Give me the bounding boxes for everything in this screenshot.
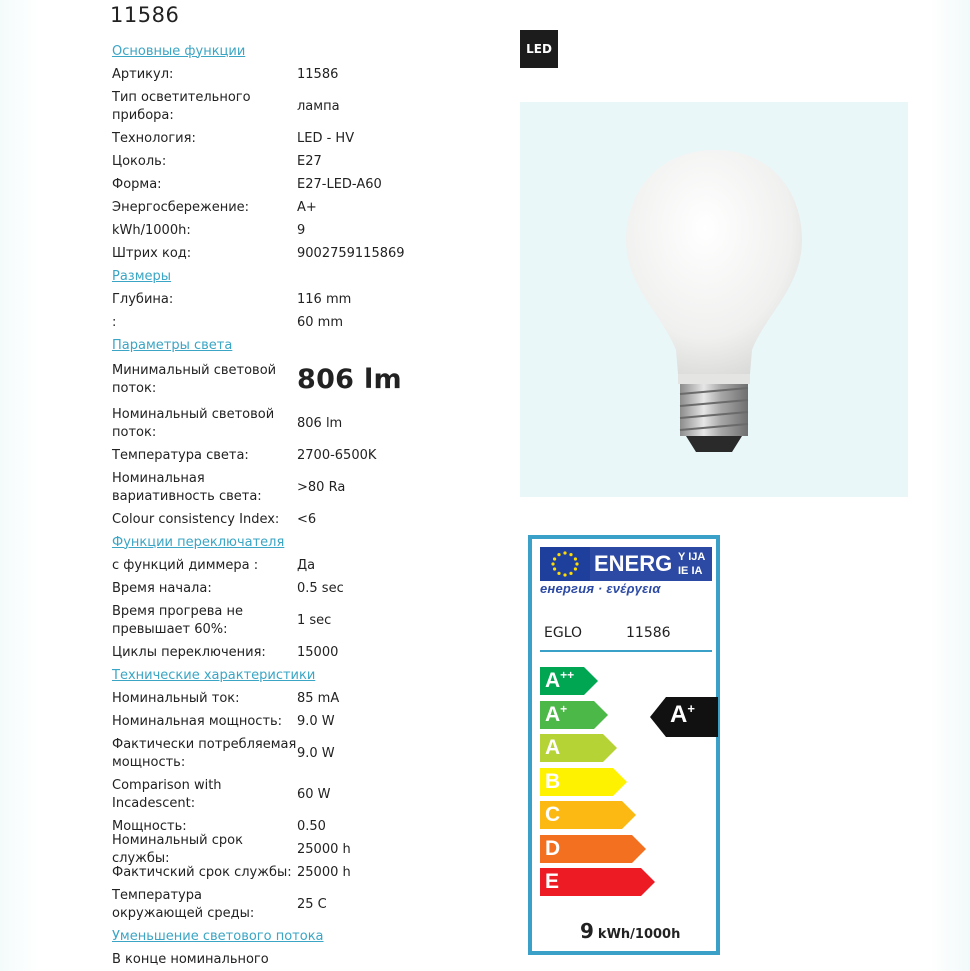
kwh-unit: kWh/1000h	[597, 927, 681, 942]
spec-value: лампа	[297, 98, 340, 114]
spec-label: Энергосбережение:	[112, 199, 250, 215]
spec-row	[112, 774, 532, 815]
energ-lang-line2: IE IA	[678, 565, 703, 577]
specs-table	[112, 40, 532, 971]
spec-label: Глубина:	[112, 291, 174, 307]
spec-row	[112, 467, 532, 508]
spec-label: Номинальный световой поток:	[112, 406, 275, 440]
spec-label: Минимальный световой поток:	[112, 363, 277, 396]
spec-value: 25000 h	[297, 841, 351, 857]
section-heading[interactable]: Функции переключателя	[112, 534, 285, 550]
spec-label: Colour consistency Index:	[112, 511, 280, 527]
spec-label: Время прогрева не превышает 60%:	[112, 603, 243, 637]
spec-label: Температура окружающей среды:	[112, 887, 255, 921]
spec-value: E27	[297, 153, 322, 169]
spec-label: Цоколь:	[112, 153, 167, 169]
spec-label: Номинальная мощность:	[112, 713, 283, 729]
class-letter: C	[545, 803, 561, 826]
spec-value: Да	[297, 557, 316, 573]
spec-row	[112, 884, 532, 925]
spec-label: Comparison with Incadescent:	[112, 777, 222, 811]
spec-row	[112, 641, 532, 664]
class-letter: E	[545, 870, 560, 893]
spec-row	[112, 508, 532, 531]
spec-row	[112, 554, 532, 577]
spec-value: >80 Ra	[297, 479, 346, 495]
spec-value: 9.0 W	[297, 745, 335, 761]
class-letter: A++	[545, 668, 575, 692]
spec-value: 60 mm	[297, 314, 344, 330]
spec-row	[112, 733, 532, 774]
spec-value: 806 lm	[297, 415, 343, 431]
rating-letter: A+	[670, 701, 695, 728]
spec-value: <6	[297, 511, 317, 527]
spec-value: 116 mm	[297, 291, 352, 307]
spec-row	[112, 196, 532, 219]
energ-languages	[678, 550, 705, 578]
spec-label: Штрих код:	[112, 245, 192, 261]
energy-class-b	[540, 768, 627, 796]
spec-value: 15000	[297, 644, 339, 660]
section-heading[interactable]: Размеры	[112, 268, 172, 284]
spec-row	[112, 357, 532, 403]
spec-row	[112, 150, 532, 173]
spec-value: 60 W	[297, 786, 331, 802]
spec-value: 0.5 sec	[297, 580, 344, 596]
energy-words: енергия · ενέργεια	[540, 581, 661, 596]
spec-value: 25000 h	[297, 864, 351, 880]
divider	[540, 650, 712, 652]
energ-lang-line1: Y IJA	[678, 551, 706, 563]
spec-value: A+	[297, 199, 317, 215]
energy-class-d	[540, 835, 646, 863]
class-letter: A	[545, 736, 561, 759]
class-letter: B	[545, 770, 561, 793]
spec-label: с функций диммера :	[112, 557, 259, 573]
kwh-consumption	[580, 919, 680, 943]
spec-value: 2700-6500K	[297, 447, 377, 463]
spec-label: Артикул:	[112, 66, 174, 82]
spec-label: Номинальная вариативность света:	[112, 470, 262, 504]
spec-value: 85 mA	[297, 690, 340, 706]
spec-row	[112, 444, 532, 467]
energ-word: ENERG	[594, 551, 673, 576]
spec-row	[112, 403, 532, 444]
spec-value: 9002759115869	[297, 245, 405, 261]
manufacturer: EGLO	[544, 625, 583, 641]
kwh-value: 9	[580, 919, 594, 943]
section-heading[interactable]: Основные функции	[112, 43, 246, 59]
spec-row	[112, 219, 532, 242]
energy-label	[528, 535, 720, 955]
spec-value: 0.50	[297, 818, 326, 834]
class-letter: D	[545, 837, 561, 860]
spec-row	[112, 86, 532, 127]
spec-label: Технология:	[112, 130, 196, 146]
energy-class-e	[540, 868, 655, 896]
led-badge: LED	[520, 30, 558, 68]
spec-label: В конце номинального	[112, 951, 269, 967]
spec-value: 9.0 W	[297, 713, 335, 729]
section-heading[interactable]: Технические характеристики	[112, 667, 316, 683]
spec-row	[112, 577, 532, 600]
spec-label: Фактичский срок службы:	[112, 864, 292, 880]
spec-label: Номинальный ток:	[112, 690, 240, 706]
spec-row	[112, 127, 532, 150]
spec-row	[112, 600, 532, 641]
eu-flag-icon	[540, 547, 590, 581]
spec-label: :	[112, 314, 117, 330]
spec-row	[112, 288, 532, 311]
energy-class-ap	[540, 701, 608, 729]
model-number: 11586	[626, 625, 671, 641]
spec-value: E27-LED-A60	[297, 176, 382, 192]
spec-value: LED - HV	[297, 130, 355, 146]
energy-class-a	[540, 734, 617, 762]
spec-value: 806 lm	[297, 364, 402, 395]
spec-row	[112, 710, 532, 733]
spec-row	[112, 832, 532, 866]
spec-row	[112, 63, 532, 86]
energy-class-c	[540, 801, 636, 829]
spec-value: 25 C	[297, 896, 327, 912]
spec-row	[112, 687, 532, 710]
spec-row	[112, 861, 532, 884]
spec-value: 1 sec	[297, 612, 332, 628]
spec-label: Тип осветительного прибора:	[112, 89, 251, 123]
spec-row	[112, 242, 532, 265]
energy-class-app	[540, 667, 598, 695]
energ-header	[590, 547, 712, 581]
section-heading[interactable]: Уменьшение светового потока	[112, 928, 324, 944]
spec-label: Мощность:	[112, 818, 187, 834]
spec-label: Циклы переключения:	[112, 644, 266, 660]
class-letter: A+	[545, 702, 568, 726]
efficiency-rating	[650, 697, 718, 737]
spec-label: kWh/1000h:	[112, 222, 191, 238]
spec-value: 11586	[297, 66, 339, 82]
spec-label: Форма:	[112, 176, 162, 192]
spec-label: Время начала:	[112, 580, 212, 596]
section-heading[interactable]: Параметры света	[112, 337, 233, 353]
spec-label: Номинальный срок службы:	[112, 832, 243, 866]
bulb-photo	[520, 102, 908, 497]
page-title: 11586	[110, 3, 180, 27]
spec-row	[112, 173, 532, 196]
spec-row	[112, 311, 532, 334]
spec-row	[112, 948, 532, 971]
spec-value: 9	[297, 222, 306, 238]
spec-label: Температура света:	[112, 447, 249, 463]
spec-label: Фактически потребляемая мощность:	[112, 736, 297, 770]
light-bulb-icon	[520, 102, 908, 497]
